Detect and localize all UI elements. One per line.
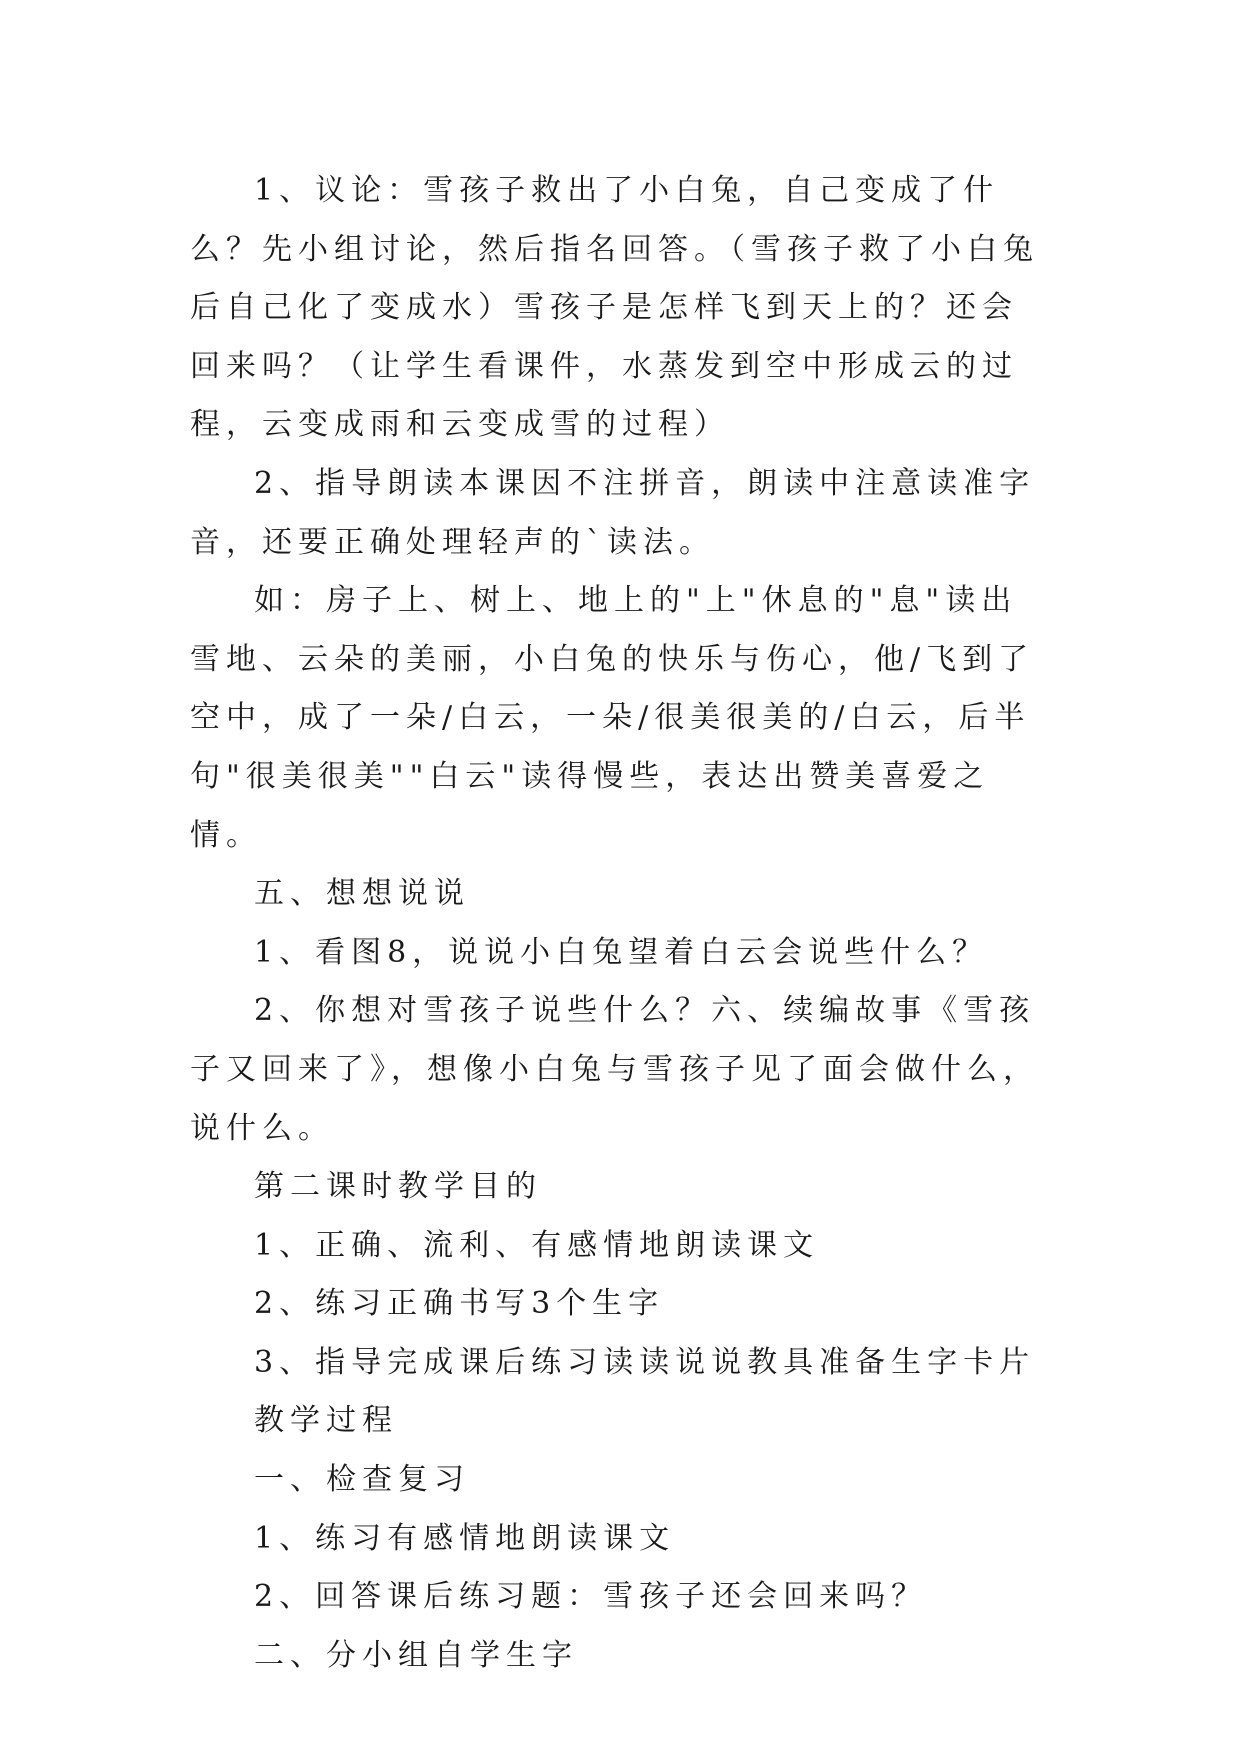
- paragraph-discussion: 1、议论：雪孩子救出了小白兔，自己变成了什么？先小组讨论，然后指名回答。（雪孩子救了小白兔后自己化了变成水）雪孩子是怎样飞到天上的？还会回来吗？（让学生看课件，水蒸发到空中形成云的过程，云变成雨和云变成雪的过程）: [190, 173, 1039, 443]
- section-heading-group-study: 二、分小组自学生字: [254, 1637, 578, 1673]
- list-item: 1、练习有感情地朗读课文: [254, 1520, 676, 1556]
- paragraph-reading-guidance: 2、指导朗读本课因不注拼音，朗读中注意读准字音，还要正确处理轻声的`读法。: [190, 465, 1036, 560]
- list-item: 1、看图8，说说小白兔望着白云会说些什么？: [254, 934, 989, 970]
- section-heading-second-lesson-goals: 第二课时教学目的: [254, 1169, 542, 1205]
- list-item: 1、正确、流利、有感情地朗读课文: [254, 1227, 820, 1263]
- list-item: 2、练习正确书写3个生字: [254, 1286, 665, 1322]
- list-item: 2、回答课后练习题：雪孩子还会回来吗？: [254, 1579, 928, 1615]
- section-heading-think-and-say: 五、想想说说: [254, 876, 470, 912]
- section-heading-review: 一、检查复习: [254, 1462, 470, 1498]
- paragraph-reading-example: 如：房子上、树上、地上的"上"休息的"息"读出雪地、云朵的美丽，小白兔的快乐与伤心，他/飞到了空中，成了一朵/白云，一朵/很美很美的/白云，后半句"很美很美""白云"读得慢些，表达出赞美喜爱之情。: [190, 583, 1035, 853]
- list-item: 2、你想对雪孩子说些什么？六、续编故事《雪孩子又回来了》，想像小白兔与雪孩子见了面会做什么，说什么。: [190, 993, 1039, 1146]
- document-body: [190, 162, 1050, 1685]
- list-item: 3、指导完成课后练习读读说说教具准备生字卡片: [254, 1344, 1036, 1380]
- section-heading-teaching-process: 教学过程: [254, 1403, 398, 1439]
